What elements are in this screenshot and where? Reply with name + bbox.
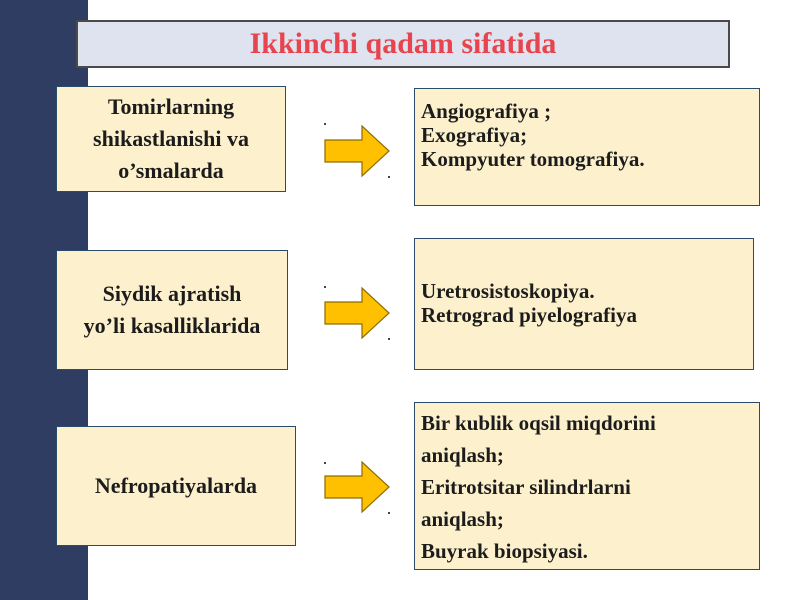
method-1-line-1: Angiografiya ;	[421, 99, 552, 123]
dot-marker	[388, 338, 390, 340]
dot-marker	[388, 176, 390, 178]
page-title: Ikkinchi qadam sifatida	[249, 27, 557, 60]
condition-box-1	[56, 86, 286, 192]
method-2-line-1: Uretrosistoskopiya.	[421, 279, 595, 303]
condition-1-line-3: o’smalarda	[118, 158, 224, 183]
dot-marker	[324, 123, 326, 125]
method-3-line-5: Buyrak biopsiyasi.	[421, 539, 588, 563]
condition-1-line-1: Tomirlarning	[107, 94, 235, 119]
condition-2-line-2: yo’li kasalliklarida	[83, 313, 261, 338]
condition-box-3	[56, 426, 296, 546]
method-3-line-4: aniqlash;	[421, 507, 504, 531]
method-box-3	[414, 402, 760, 570]
method-3-line-2: aniqlash;	[421, 443, 504, 467]
condition-1-line-2: shikastlanishi va	[93, 126, 249, 151]
method-1-line-3: Kompyuter tomografiya.	[421, 147, 645, 171]
right-arrow-icon	[322, 286, 392, 340]
method-box-2	[414, 238, 754, 370]
condition-2-line-1: Siydik ajratish	[102, 281, 242, 306]
method-box-1	[414, 88, 760, 206]
right-arrow-icon	[322, 124, 392, 178]
method-3-line-3: Eritrotsitar silindrlarni	[421, 475, 631, 499]
dot-marker	[388, 512, 390, 514]
method-2-line-2: Retrograd piyelografiya	[421, 303, 637, 327]
condition-box-2	[56, 250, 288, 370]
title-box	[76, 20, 730, 68]
right-arrow-icon	[322, 460, 392, 514]
dot-marker	[324, 462, 326, 464]
method-1-line-2: Exografiya;	[421, 123, 528, 147]
dot-marker	[324, 286, 326, 288]
method-3-line-1: Bir kublik oqsil miqdorini	[421, 411, 656, 435]
condition-3-line-1: Nefropatiyalarda	[94, 473, 258, 498]
